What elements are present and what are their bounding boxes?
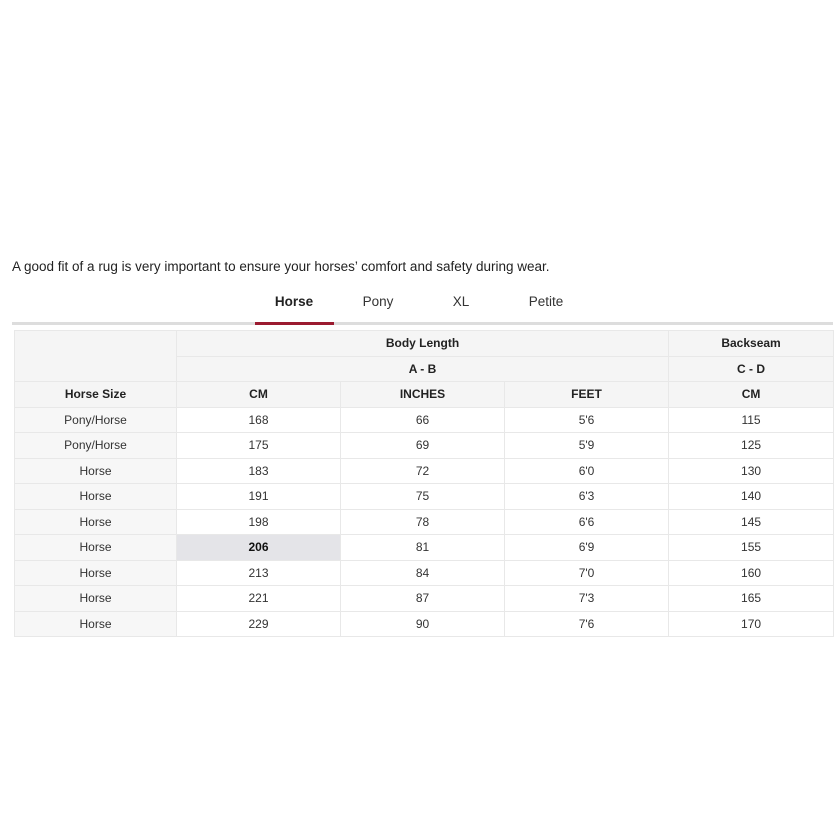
table-cell: 115 xyxy=(669,407,834,433)
horse-size-cell: Horse xyxy=(15,509,177,535)
table-cell: 170 xyxy=(669,611,834,637)
table-cell: 168 xyxy=(177,407,341,433)
table-cell: 81 xyxy=(341,535,505,561)
table-row xyxy=(15,535,834,561)
table-cell: 221 xyxy=(177,586,341,612)
table-cell: 6'9 xyxy=(505,535,669,561)
table-cell: 72 xyxy=(341,458,505,484)
size-tabs xyxy=(12,288,833,325)
table-cell: 7'0 xyxy=(505,560,669,586)
horse-size-cell: Pony/Horse xyxy=(15,407,177,433)
table-cell: 130 xyxy=(669,458,834,484)
horse-size-cell: Horse xyxy=(15,586,177,612)
table-cell: 145 xyxy=(669,509,834,535)
table-cell: 198 xyxy=(177,509,341,535)
table-cell: 6'0 xyxy=(505,458,669,484)
table-cell: 229 xyxy=(177,611,341,637)
table-cell: 155 xyxy=(669,535,834,561)
tab-xl[interactable]: XL xyxy=(452,294,470,309)
table-row xyxy=(15,509,834,535)
tab-horse[interactable]: Horse xyxy=(274,294,314,309)
table-cell: 140 xyxy=(669,484,834,510)
column-header: INCHES xyxy=(341,382,505,408)
table-cell: 165 xyxy=(669,586,834,612)
body-length-header: Body Length xyxy=(177,331,669,357)
backseam-header: Backseam xyxy=(669,331,834,357)
table-cell: 87 xyxy=(341,586,505,612)
table-row xyxy=(15,586,834,612)
table-cell: 7'6 xyxy=(505,611,669,637)
backseam-subheader: C - D xyxy=(669,356,834,382)
table-cell: 160 xyxy=(669,560,834,586)
table-cell: 175 xyxy=(177,433,341,459)
empty-header-cell xyxy=(15,331,177,382)
table-cell: 90 xyxy=(341,611,505,637)
table-cell: 6'6 xyxy=(505,509,669,535)
table-row xyxy=(15,407,834,433)
horse-size-cell: Horse xyxy=(15,535,177,561)
table-row xyxy=(15,433,834,459)
table-cell: 69 xyxy=(341,433,505,459)
column-header: Horse Size xyxy=(15,382,177,408)
table-cell: 183 xyxy=(177,458,341,484)
horse-size-cell: Pony/Horse xyxy=(15,433,177,459)
column-header: FEET xyxy=(505,382,669,408)
body-length-subheader: A - B xyxy=(177,356,669,382)
table-cell: 75 xyxy=(341,484,505,510)
column-header: CM xyxy=(669,382,834,408)
table-cell: 191 xyxy=(177,484,341,510)
column-header: CM xyxy=(177,382,341,408)
intro-text: A good fit of a rug is very important to ensure your horses’ comfort and safety during wear. xyxy=(12,259,550,274)
tab-petite[interactable]: Petite xyxy=(528,294,564,309)
table-cell: 78 xyxy=(341,509,505,535)
table-row xyxy=(15,458,834,484)
horse-size-cell: Horse xyxy=(15,560,177,586)
table-cell: 5'9 xyxy=(505,433,669,459)
table-cell: 84 xyxy=(341,560,505,586)
table-row xyxy=(15,611,834,637)
horse-size-cell: Horse xyxy=(15,484,177,510)
table-cell: 66 xyxy=(341,407,505,433)
table-cell: 6'3 xyxy=(505,484,669,510)
active-tab-indicator xyxy=(255,322,334,325)
table-row xyxy=(15,560,834,586)
horse-size-cell: Horse xyxy=(15,458,177,484)
table-cell: 206 xyxy=(177,535,341,561)
table-cell: 213 xyxy=(177,560,341,586)
tab-pony[interactable]: Pony xyxy=(362,294,394,309)
horse-size-cell: Horse xyxy=(15,611,177,637)
table-cell: 125 xyxy=(669,433,834,459)
size-chart-table xyxy=(14,330,834,637)
table-row xyxy=(15,484,834,510)
table-cell: 7'3 xyxy=(505,586,669,612)
table-cell: 5'6 xyxy=(505,407,669,433)
